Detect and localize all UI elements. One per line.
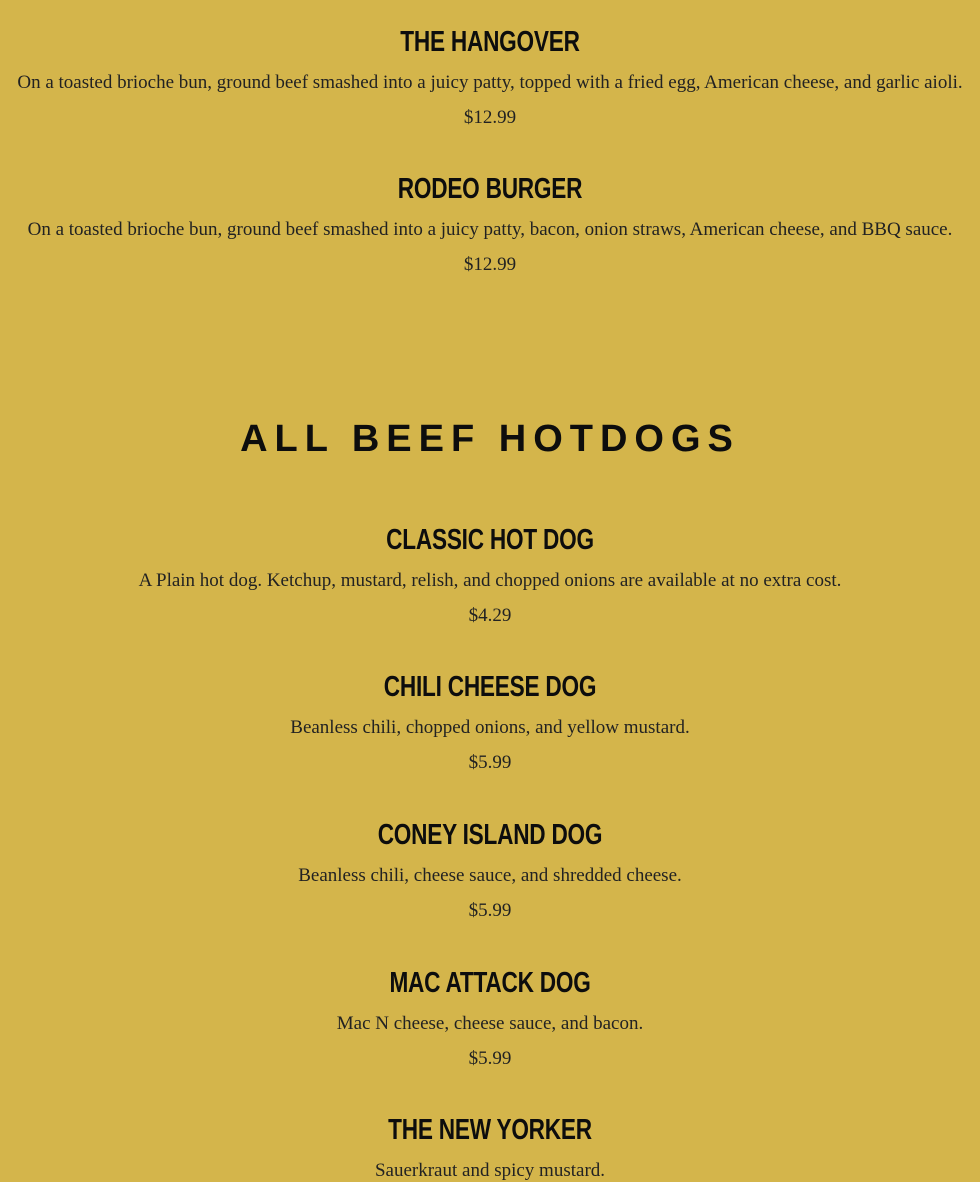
menu-item-name: CLASSIC HOT DOG	[386, 524, 594, 556]
menu-item-description: Sauerkraut and spicy mustard.	[374, 1160, 606, 1181]
menu-item-description: Beanless chili, chopped onions, and yellow mustard.	[290, 717, 690, 738]
menu-item-price: $12.99	[463, 254, 517, 275]
menu-item-chili-cheese-dog	[0, 671, 980, 774]
menu-item-description: On a toasted brioche bun, ground beef smashed into a juicy patty, bacon, onion straws, American cheese, and BBQ sauce.	[27, 219, 953, 240]
menu-item-coney-island-dog	[0, 819, 980, 922]
menu-item-description: On a toasted brioche bun, ground beef smashed into a juicy patty, topped with a fried egg, American cheese, and garlic aioli.	[17, 72, 963, 93]
menu-item-price: $12.99	[463, 107, 517, 128]
menu-item-name: CONEY ISLAND DOG	[377, 819, 603, 851]
menu-item-classic-hot-dog	[0, 524, 980, 627]
menu-item-rodeo-burger	[0, 173, 980, 276]
menu-item-name: THE NEW YORKER	[388, 1114, 592, 1146]
section-title-hotdogs: ALL BEEF HOTDOGS	[240, 418, 740, 460]
menu-item-price: $5.99	[468, 900, 512, 921]
menu-item-price: $5.99	[468, 1048, 512, 1069]
menu-item-description: A Plain hot dog. Ketchup, mustard, relish, and chopped onions are available at no extra cost.	[138, 570, 842, 591]
menu-item-name: THE HANGOVER	[400, 26, 580, 58]
menu-item-name: CHILI CHEESE DOG	[383, 671, 597, 703]
menu-item-description: Mac N cheese, cheese sauce, and bacon.	[336, 1013, 644, 1034]
menu-item-the-new-yorker	[0, 1114, 980, 1182]
menu-item-name: RODEO BURGER	[397, 173, 583, 205]
menu-item-price: $5.99	[468, 752, 512, 773]
menu-item-mac-attack-dog	[0, 967, 980, 1070]
menu-item-description: Beanless chili, cheese sauce, and shredded cheese.	[298, 865, 682, 886]
menu-item-the-hangover	[0, 26, 980, 129]
menu-item-price: $4.29	[468, 605, 512, 626]
menu-item-name: MAC ATTACK DOG	[389, 967, 591, 999]
